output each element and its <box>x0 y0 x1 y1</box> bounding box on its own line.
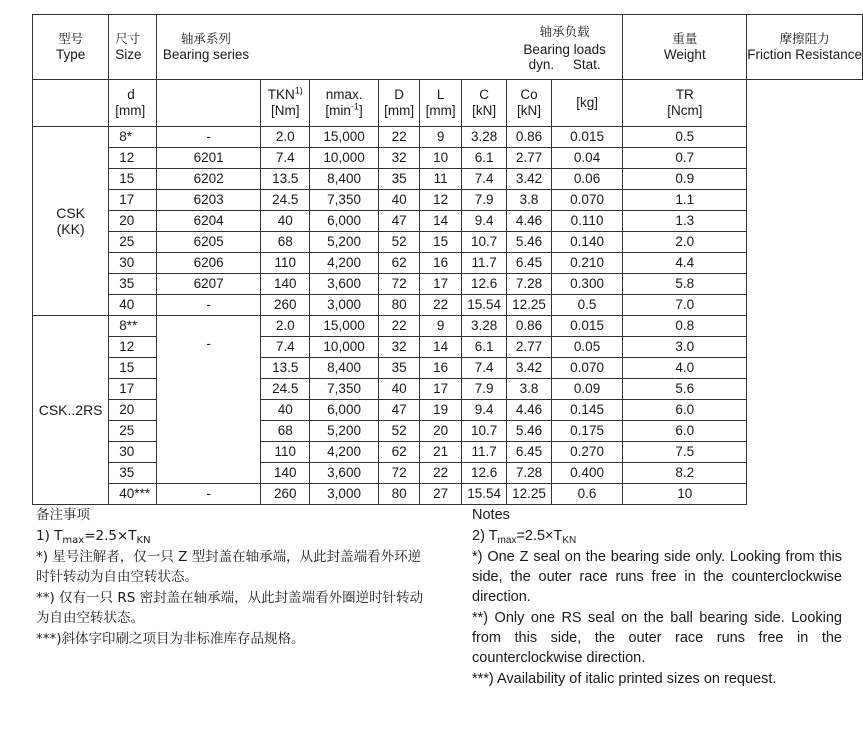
data-cell: 0.09 <box>551 379 623 400</box>
size-cell: 25 <box>109 232 157 253</box>
data-cell: 12 <box>420 190 461 211</box>
data-cell: 6205 <box>156 232 260 253</box>
notes-cn-1: 1) $T_{max}=2.5\times T_{KN}$ <box>36 528 151 546</box>
bearing-loads-header: 轴承负载 Bearing loads dyn. Stat. <box>507 15 623 80</box>
data-cell: 140 <box>261 463 310 484</box>
data-cell: 6.45 <box>507 253 551 274</box>
data-cell: 72 <box>378 463 419 484</box>
size-cell: 15 <box>109 169 157 190</box>
data-cell: 15,000 <box>310 127 379 148</box>
size-header: 尺寸 Size <box>109 15 157 80</box>
data-cell: 15 <box>420 232 461 253</box>
data-cell: 40 <box>261 400 310 421</box>
data-cell: 10.7 <box>461 421 506 442</box>
data-cell: 9.4 <box>461 211 506 232</box>
d-unit-header: d [mm] <box>109 80 157 127</box>
data-cell: 22 <box>420 295 461 316</box>
units-type-blank <box>33 80 109 127</box>
size-cell: 25 <box>109 421 157 442</box>
data-cell: 0.070 <box>551 358 623 379</box>
size-cell: 35 <box>109 274 157 295</box>
data-cell: 6201 <box>156 148 260 169</box>
data-cell: 8,400 <box>310 169 379 190</box>
data-cell: 11 <box>420 169 461 190</box>
data-cell: 8,400 <box>310 358 379 379</box>
data-cell: 2.0 <box>261 127 310 148</box>
data-cell: 19 <box>420 400 461 421</box>
friction-header: 摩擦阻力 Friction Resistance <box>747 15 863 80</box>
data-cell: 52 <box>378 232 419 253</box>
data-cell: 5.8 <box>623 274 747 295</box>
type-cell: CSK..2RS <box>33 316 109 505</box>
data-cell: 3,000 <box>310 484 379 505</box>
tr-unit-header: TR [Ncm] <box>623 80 747 127</box>
data-cell: 17 <box>420 379 461 400</box>
size-cell: 20 <box>109 400 157 421</box>
data-cell: 22 <box>378 316 419 337</box>
data-cell: 4.46 <box>507 400 551 421</box>
data-cell: 3.28 <box>461 127 506 148</box>
data-cell: 11.7 <box>461 253 506 274</box>
data-cell: 1.1 <box>623 190 747 211</box>
data-cell: 35 <box>378 169 419 190</box>
data-cell: 0.110 <box>551 211 623 232</box>
data-cell: 62 <box>378 442 419 463</box>
table-row <box>33 484 863 505</box>
data-cell: 9 <box>420 127 461 148</box>
data-cell: 140 <box>261 274 310 295</box>
data-cell: 10 <box>623 484 747 505</box>
data-cell: 4,200 <box>310 253 379 274</box>
data-cell: 0.5 <box>623 127 747 148</box>
data-cell: 7.0 <box>623 295 747 316</box>
data-cell: 7.28 <box>507 274 551 295</box>
notes-en-title: Notes <box>472 507 510 523</box>
size-cell: 12 <box>109 337 157 358</box>
data-cell: 0.400 <box>551 463 623 484</box>
data-cell: 4.46 <box>507 211 551 232</box>
data-cell: 260 <box>261 484 310 505</box>
nmax-unit-header: nmax. $[\min^{-1}]$ <box>310 80 379 127</box>
data-cell: 12.6 <box>461 274 506 295</box>
data-cell: - <box>156 484 260 505</box>
data-cell: 6203 <box>156 190 260 211</box>
data-cell: 47 <box>378 211 419 232</box>
weight-unit-header: [kg] <box>551 80 623 127</box>
data-cell: 22 <box>420 463 461 484</box>
table-row <box>33 232 863 253</box>
data-cell: 5.46 <box>507 232 551 253</box>
units-series-blank <box>156 80 260 127</box>
data-cell: 20 <box>420 421 461 442</box>
data-cell: 13.5 <box>261 169 310 190</box>
size-cell: 12 <box>109 148 157 169</box>
data-cell: 7.4 <box>261 148 310 169</box>
data-cell: 7.9 <box>461 190 506 211</box>
data-cell: 7.28 <box>507 463 551 484</box>
data-cell: 3,600 <box>310 274 379 295</box>
size-cell: 17 <box>109 190 157 211</box>
data-cell: 5,200 <box>310 421 379 442</box>
data-cell: 15.54 <box>461 484 506 505</box>
table-row <box>33 316 863 337</box>
data-cell: 3.42 <box>507 169 551 190</box>
data-cell: 9.4 <box>461 400 506 421</box>
data-cell: 6,000 <box>310 211 379 232</box>
data-cell: 9 <box>420 316 461 337</box>
notes-chinese <box>36 505 426 650</box>
data-cell: 7,350 <box>310 379 379 400</box>
D-unit-header: D [mm] <box>378 80 419 127</box>
data-cell: 10,000 <box>310 337 379 358</box>
table-row <box>33 127 863 148</box>
table-row <box>33 211 863 232</box>
data-cell: 0.070 <box>551 190 623 211</box>
table-row <box>33 169 863 190</box>
type-cell: CSK (KK) <box>33 127 109 316</box>
weight-header: 重量 Weight <box>623 15 747 80</box>
data-cell: 21 <box>420 442 461 463</box>
data-cell: 0.06 <box>551 169 623 190</box>
data-cell: 12.6 <box>461 463 506 484</box>
notes-cn-4: ***)斜体字印刷之项目为非标准库存品规格。 <box>36 631 305 647</box>
loads-dyn-label: dyn. <box>528 56 555 72</box>
data-cell: 6.45 <box>507 442 551 463</box>
data-cell: 6202 <box>156 169 260 190</box>
data-cell: 3.8 <box>507 379 551 400</box>
data-cell: 40 <box>261 211 310 232</box>
data-cell: 7.4 <box>461 358 506 379</box>
table-row <box>33 274 863 295</box>
data-cell: 32 <box>378 337 419 358</box>
data-cell: 12.25 <box>507 295 551 316</box>
data-cell: 47 <box>378 400 419 421</box>
data-cell: 17 <box>420 274 461 295</box>
data-cell: 1.3 <box>623 211 747 232</box>
data-cell: 0.5 <box>551 295 623 316</box>
data-cell: 0.140 <box>551 232 623 253</box>
data-cell: 5.46 <box>507 421 551 442</box>
data-cell: 4,200 <box>310 442 379 463</box>
notes-english <box>472 505 842 690</box>
data-cell: 260 <box>261 295 310 316</box>
data-cell: 0.8 <box>623 316 747 337</box>
data-cell: 0.6 <box>551 484 623 505</box>
data-cell: 0.300 <box>551 274 623 295</box>
data-cell: 68 <box>261 232 310 253</box>
data-cell: 0.015 <box>551 316 623 337</box>
data-cell: 72 <box>378 274 419 295</box>
data-cell: 0.270 <box>551 442 623 463</box>
series-cell: - <box>156 316 260 484</box>
data-cell: 2.77 <box>507 148 551 169</box>
data-cell: - <box>156 295 260 316</box>
data-cell: 10,000 <box>310 148 379 169</box>
data-cell: 0.145 <box>551 400 623 421</box>
table-row <box>33 148 863 169</box>
data-cell: 3.42 <box>507 358 551 379</box>
data-cell: 24.5 <box>261 379 310 400</box>
data-cell: 110 <box>261 253 310 274</box>
data-cell: 2.77 <box>507 337 551 358</box>
data-cell: 14 <box>420 211 461 232</box>
data-cell: 13.5 <box>261 358 310 379</box>
size-cell: 8** <box>109 316 157 337</box>
units-row <box>33 80 863 127</box>
size-cell: 40 <box>109 295 157 316</box>
size-cell: 20 <box>109 211 157 232</box>
size-cell: 35 <box>109 463 157 484</box>
data-cell: 52 <box>378 421 419 442</box>
data-cell: 35 <box>378 358 419 379</box>
table-row <box>33 190 863 211</box>
header-row <box>33 15 863 80</box>
data-cell: 7.4 <box>461 169 506 190</box>
data-cell: 5.6 <box>623 379 747 400</box>
data-cell: 80 <box>378 295 419 316</box>
data-cell: 15,000 <box>310 316 379 337</box>
data-cell: 6.0 <box>623 400 747 421</box>
Co-unit-header: Co [kN] <box>507 80 551 127</box>
data-cell: 6207 <box>156 274 260 295</box>
data-cell: 22 <box>378 127 419 148</box>
notes-en-2: *) One Z seal on the bearing side only. Looking from this side, the outer race runs free in the counterclockwise direction. <box>472 549 842 605</box>
data-cell: 6204 <box>156 211 260 232</box>
size-cell: 15 <box>109 358 157 379</box>
data-cell: 0.05 <box>551 337 623 358</box>
data-cell: 2.0 <box>623 232 747 253</box>
loads-stat-label: Stat. <box>572 56 601 72</box>
data-cell: 24.5 <box>261 190 310 211</box>
data-cell: 12.25 <box>507 484 551 505</box>
data-cell: 4.4 <box>623 253 747 274</box>
size-cell: 8* <box>109 127 157 148</box>
data-cell: 0.9 <box>623 169 747 190</box>
data-cell: 16 <box>420 358 461 379</box>
data-cell: 80 <box>378 484 419 505</box>
data-cell: 7.4 <box>261 337 310 358</box>
type-header: 型号 Type <box>33 15 109 80</box>
data-cell: 27 <box>420 484 461 505</box>
data-cell: 3,000 <box>310 295 379 316</box>
data-cell: 0.7 <box>623 148 747 169</box>
data-cell: 3,600 <box>310 463 379 484</box>
data-cell: 6,000 <box>310 400 379 421</box>
data-cell: 0.175 <box>551 421 623 442</box>
data-cell: 6.1 <box>461 337 506 358</box>
C-unit-header: C [kN] <box>461 80 506 127</box>
data-cell: 6206 <box>156 253 260 274</box>
data-cell: 3.28 <box>461 316 506 337</box>
data-cell: 7,350 <box>310 190 379 211</box>
size-cell: 17 <box>109 379 157 400</box>
bearing-spec-table <box>32 14 863 505</box>
data-cell: 68 <box>261 421 310 442</box>
table-row <box>33 295 863 316</box>
data-cell: 6.0 <box>623 421 747 442</box>
data-cell: 4.0 <box>623 358 747 379</box>
data-cell: 0.210 <box>551 253 623 274</box>
notes-en-4: ***) Availability of italic printed sizes on request. <box>472 671 777 687</box>
data-cell: 3.0 <box>623 337 747 358</box>
size-cell: 30 <box>109 442 157 463</box>
notes-en-1: 2) $T_{max}=2.5\times T_{KN}$ <box>472 528 577 546</box>
data-cell: 7.5 <box>623 442 747 463</box>
notes-en-3: **) Only one RS seal on the ball bearing side. Looking from this side, the outer race runs free in the counterclockwise direction. <box>472 610 842 666</box>
table-row <box>33 253 863 274</box>
data-cell: 0.86 <box>507 316 551 337</box>
data-cell: 110 <box>261 442 310 463</box>
data-cell: 6.1 <box>461 148 506 169</box>
data-cell: 0.04 <box>551 148 623 169</box>
L-unit-header: L [mm] <box>420 80 461 127</box>
data-cell: 7.9 <box>461 379 506 400</box>
data-cell: 40 <box>378 379 419 400</box>
data-cell: 14 <box>420 337 461 358</box>
tkn-unit-header: TKN$^{1)}$ [Nm] <box>261 80 310 127</box>
data-cell: - <box>156 127 260 148</box>
size-cell: 40*** <box>109 484 157 505</box>
data-cell: 15.54 <box>461 295 506 316</box>
notes-cn-3: **) 仅有一只 RS 密封盖在轴承端，从此封盖端看外圈逆时针转动为自由空转状态。 <box>36 590 424 626</box>
data-cell: 0.86 <box>507 127 551 148</box>
notes-cn-title: 备注事项 <box>36 507 90 523</box>
data-cell: 3.8 <box>507 190 551 211</box>
data-cell: 2.0 <box>261 316 310 337</box>
data-cell: 62 <box>378 253 419 274</box>
series-header: 轴承系列 Bearing series <box>156 15 506 80</box>
data-cell: 16 <box>420 253 461 274</box>
data-cell: 10 <box>420 148 461 169</box>
data-cell: 0.015 <box>551 127 623 148</box>
data-cell: 40 <box>378 190 419 211</box>
data-cell: 32 <box>378 148 419 169</box>
notes-cn-2: *) 星号注解者，仅一只 Z 型封盖在轴承端，从此封盖端看外环逆时针转动为自由空转状态。 <box>36 549 422 585</box>
size-cell: 30 <box>109 253 157 274</box>
data-cell: 8.2 <box>623 463 747 484</box>
data-cell: 5,200 <box>310 232 379 253</box>
data-cell: 11.7 <box>461 442 506 463</box>
data-cell: 10.7 <box>461 232 506 253</box>
